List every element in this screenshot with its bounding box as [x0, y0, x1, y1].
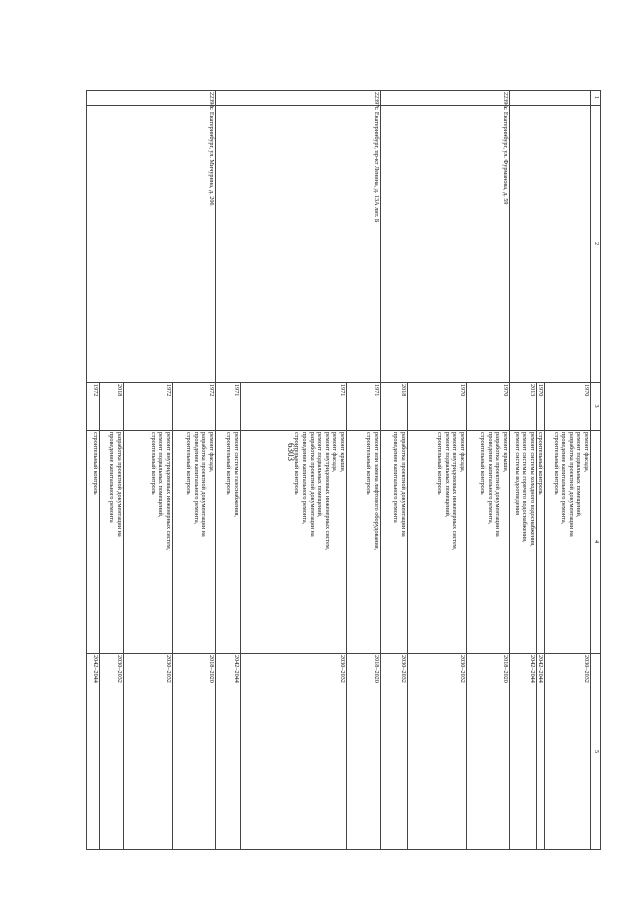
- period-cell: 2030–2032: [459, 655, 466, 683]
- year-cell: 1972: [92, 384, 99, 397]
- row-border: [380, 90, 381, 850]
- year-cell: 1972: [208, 384, 215, 397]
- row-border: [346, 382, 347, 850]
- year-cell: 1971: [339, 384, 346, 397]
- column-header-2: 2: [593, 241, 600, 246]
- column-border: [86, 105, 601, 106]
- work-cell: ремонт крыши, разработка проектной документации на проведение капитального ремонта, строительный контроль: [479, 432, 509, 537]
- year-cell: 2013: [529, 384, 536, 397]
- work-cell: ремонт или замена лифтового оборудования, строительный контроль: [365, 432, 380, 551]
- row-border: [99, 382, 100, 850]
- period-cell: 2042–2044: [233, 655, 240, 683]
- year-cell: 1970: [502, 384, 509, 397]
- period-cell: 2030–2032: [116, 655, 123, 683]
- column-border: [86, 382, 601, 383]
- period-cell: 2030–2032: [339, 655, 346, 683]
- address-cell: г. Екатеринбург, ул. Мичурина, д. 206: [208, 107, 215, 206]
- row-border: [407, 382, 408, 850]
- year-cell: 2018: [116, 384, 123, 397]
- row-border: [86, 90, 87, 850]
- column-header-1: 1: [593, 95, 600, 100]
- period-cell: 2030–2032: [400, 655, 407, 683]
- row-border: [536, 382, 537, 850]
- period-cell: 2018–2020: [208, 655, 215, 683]
- work-cell: разработка проектной документации на проведение капитального ремонта: [392, 432, 407, 537]
- year-cell: 1971: [373, 384, 380, 397]
- row-border: [123, 382, 124, 850]
- work-cell: ремонт фасада, ремонт подвальных помещений, разработка проектной документации на проведение капитального ремонта, строительный контроль: [552, 432, 590, 537]
- row-border: [509, 90, 510, 850]
- column-border: [86, 849, 601, 850]
- work-cell: строительный контроль: [537, 432, 544, 495]
- work-cell: строительный контроль: [92, 432, 99, 495]
- column-header-5: 5: [593, 749, 600, 754]
- year-cell: 1970: [459, 384, 466, 397]
- table-rotated-wrapper: [86, 90, 601, 850]
- year-cell: 1970: [537, 384, 544, 397]
- work-cell: ремонт крыши, ремонт фасада, ремонт внутридомовых инженерных систем, ремонт подвальных помещений, разработка проектной документации на проведение капитального ремонта, строительный контроль: [293, 432, 346, 551]
- period-cell: 2030–2032: [583, 655, 590, 683]
- year-cell: 1972: [165, 384, 172, 397]
- year-cell: 1971: [233, 384, 240, 397]
- address-cell: г. Екатеринбург, пр-кт Ленина, д. 13А лит. Б: [373, 107, 380, 223]
- column-header-3: 3: [593, 404, 600, 408]
- row-border: [544, 382, 545, 850]
- column-border: [86, 653, 601, 654]
- column-border: [86, 90, 601, 91]
- row-border: [240, 382, 241, 850]
- period-cell: 2042–2044: [537, 655, 544, 683]
- page-number: 6303: [286, 443, 296, 461]
- period-cell: 2030–2032: [165, 655, 172, 683]
- work-cell: разработка проектной документации на проведение капитального ремонта: [108, 432, 123, 537]
- row-number-cell: 22398.: [208, 92, 215, 110]
- row-number-cell: 22397.: [373, 92, 380, 110]
- row-border: [600, 90, 601, 850]
- column-border: [86, 430, 601, 431]
- work-cell: ремонт фасада, ремонт внутридомовых инженерных систем, ремонт подвальных помещений, строительный контроль: [436, 432, 466, 551]
- column-header-4: 4: [593, 539, 600, 544]
- work-cell: ремонт фасада, разработка проектной документации на проведение капитального ремонта, строительный контроль: [185, 432, 215, 537]
- period-cell: 2018–2020: [502, 655, 509, 683]
- period-cell: 2042–2044: [529, 655, 536, 683]
- row-border: [466, 382, 467, 850]
- year-cell: 2018: [400, 384, 407, 397]
- row-border: [215, 90, 216, 850]
- row-border: [172, 382, 173, 850]
- work-cell: ремонт системы газоснабжения, строительный контроль: [225, 432, 240, 517]
- work-cell: ремонт системы холодного водоснабжения, ремонт системы горячего водоснабжения, ремонт системы водоотведения: [513, 432, 536, 547]
- period-cell: 2042–2044: [92, 655, 99, 683]
- period-cell: 2018–2020: [373, 655, 380, 683]
- year-cell: 1970: [583, 384, 590, 397]
- row-number-cell: 22396.: [502, 92, 509, 110]
- row-border: [590, 90, 591, 850]
- capital-repair-table: [86, 90, 601, 850]
- work-cell: ремонт внутридомовых инженерных систем, ремонт подвальных помещений, строительный контроль: [149, 432, 172, 551]
- address-cell: г. Екатеринбург, ул. Фурманова, д. 59: [502, 107, 509, 205]
